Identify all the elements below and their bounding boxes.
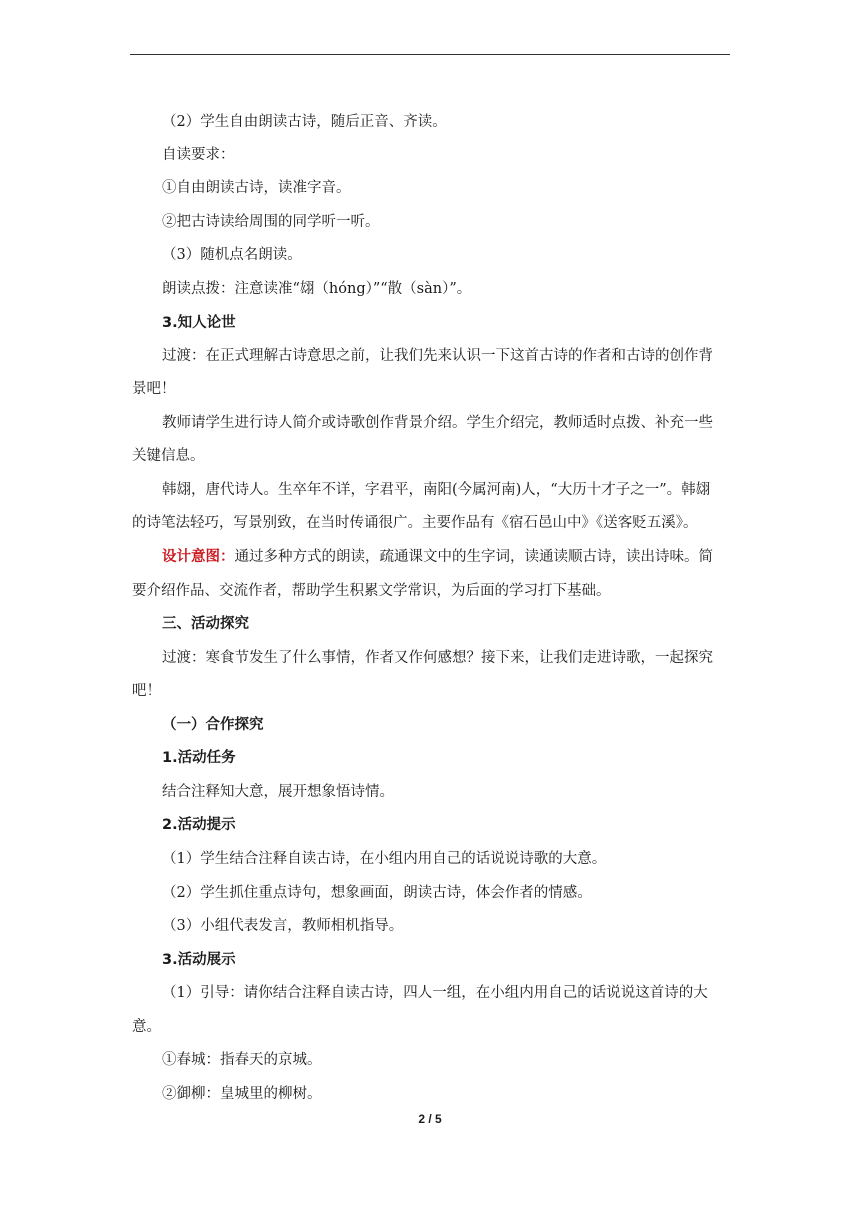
subsection-heading: 1.活动任务 (162, 750, 236, 766)
subsection-heading: 3.活动展示 (162, 952, 236, 968)
subsection-heading: 2.活动提示 (162, 817, 236, 833)
paragraph-line: （2）学生抓住重点诗句，想象画面，朗读古诗，体会作者的情感。 (162, 885, 592, 901)
paragraph-line: ①自由朗读古诗，读准字音。 (162, 180, 351, 196)
paragraph-line: 过渡：在正式理解古诗意思之前，让我们先来认识一下这首古诗的作者和古诗的创作背 (162, 348, 713, 364)
paragraph-line: （2）学生自由朗读古诗，随后正音、齐读。 (162, 114, 447, 130)
paragraph-line: 的诗笔法轻巧，写景别致，在当时传诵很广。主要作品有《宿石邑山中》《送客贬五溪》。 (132, 515, 698, 531)
paragraph-line: 韩翃，唐代诗人。生卒年不详，字君平，南阳(今属河南)人，“大历十才子之一”。韩翃 (162, 482, 711, 498)
paragraph-line: 关键信息。 (132, 448, 205, 464)
paragraph-line: ②把古诗读给周围的同学听一听。 (162, 214, 380, 230)
section-heading: 三、活动探究 (162, 616, 249, 632)
paragraph-line: 意。 (132, 1019, 161, 1035)
paragraph-line: 要介绍作品、交流作者，帮助学生积累文学常识，为后面的学习打下基础。 (132, 583, 611, 599)
paragraph-line: 吧！ (132, 683, 161, 699)
paragraph-line: 朗读点拨：注意读准“翃（hóng）”“散（sàn）”。 (162, 281, 472, 297)
subsection-heading: （一）合作探究 (162, 717, 264, 733)
paragraph-line: （3）小组代表发言，教师相机指导。 (162, 918, 404, 934)
paragraph-line: （1）学生结合注释自读古诗，在小组内用自己的话说说诗歌的大意。 (162, 851, 607, 867)
header-rule (130, 54, 730, 55)
page-number: 2 / 5 (418, 1112, 442, 1126)
design-intent-line (162, 547, 713, 567)
paragraph-line: ①春城：指春天的京城。 (162, 1052, 322, 1068)
paragraph-line: 教师请学生进行诗人简介或诗歌创作背景介绍。学生介绍完，教师适时点拨、补充一些 (162, 415, 713, 431)
paragraph-line: （3）随机点名朗读。 (162, 247, 302, 263)
paragraph-line: ②御柳：皇城里的柳树。 (162, 1086, 322, 1102)
design-intent-text: 通过多种方式的朗读，疏通课文中的生字词，读通读顺古诗，读出诗味。简 (234, 549, 713, 565)
paragraph-line: 自读要求： (162, 147, 235, 163)
section-heading: 3.知人论世 (162, 315, 236, 331)
paragraph-line: 过渡：寒食节发生了什么事情，作者又作何感想？接下来，让我们走进诗歌，一起探究 (162, 650, 713, 666)
design-intent-label: 设计意图： (162, 549, 235, 565)
paragraph-line: 景吧！ (132, 381, 176, 397)
paragraph-line: （1）引导：请你结合注释自读古诗，四人一组，在小组内用自己的话说说这首诗的大 (162, 985, 708, 1001)
paragraph-line: 结合注释知大意，展开想象悟诗情。 (162, 784, 394, 800)
